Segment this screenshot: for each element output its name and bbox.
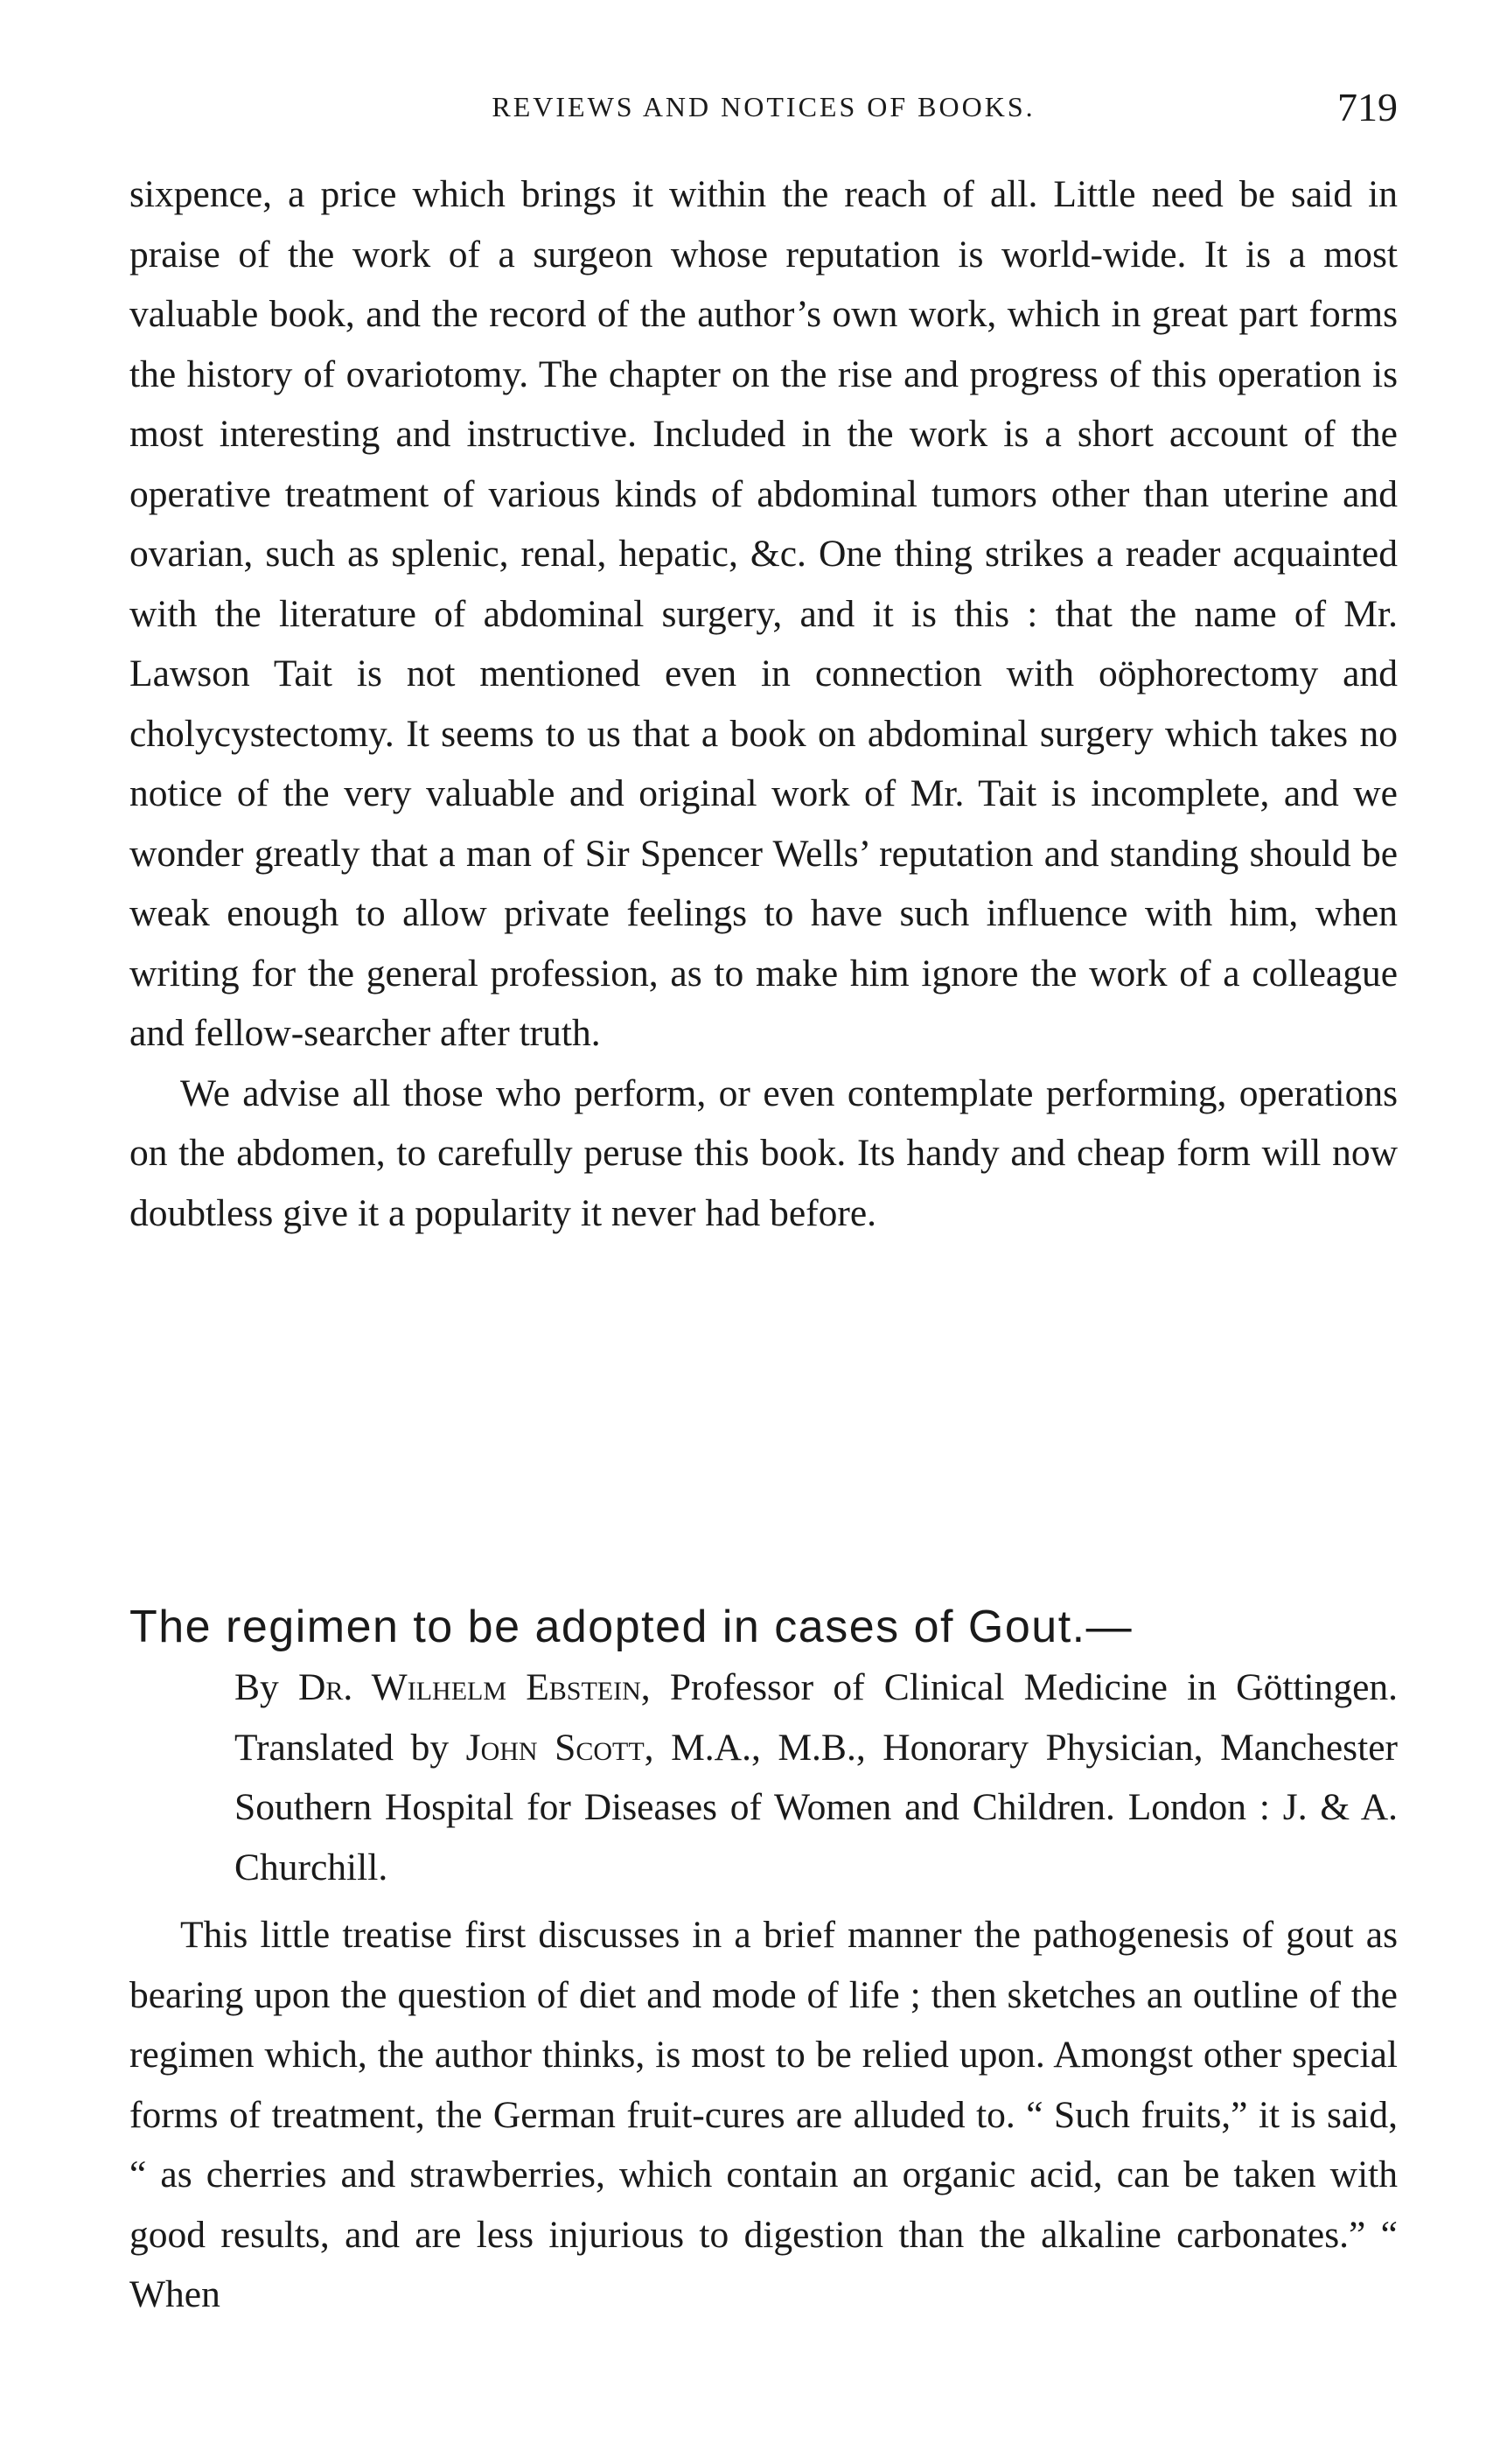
book-citation xyxy=(129,1658,1398,1897)
running-head xyxy=(129,84,1398,136)
book-title: The regimen to be adopted in cases of Gout.— xyxy=(129,1602,1134,1652)
translator-name: John Scott xyxy=(465,1726,645,1769)
author-role: , Professor of Clinical Medicine in Göttingen. Translated by xyxy=(234,1666,1399,1769)
review-heading xyxy=(129,1596,1398,1897)
page-number: 719 xyxy=(1337,85,1398,129)
paragraph: sixpence, a price which brings it within the reach of all. Little need be said in praise of the work of a surgeon whose reputation is world-wide. It is a most valuable book, and the record of the author’s own work, which in great part forms the history of ovariotomy. The chapter on the rise and progress of this operation is most interesting and instructive. Included in the work is a short account of the operative treatment of various kinds of abdominal tumors other than uterine and ovarian, such as splenic, renal, hepatic, &c. One thing strikes a reader acquainted with the literature of abdominal surgery, and it is this : that the name of Mr. Lawson Tait is not mentioned even in connection with oöphorectomy and cholycystectomy. It seems to us that a book on abdominal surgery which takes no notice of the very valuable and original work of Mr. Tait is incomplete, and we wonder greatly that a man of Sir Spencer Wells’ reputation and standing should be weak enough to allow private feelings to have such influence with him, when writing for the general profession, as to make him ignore the work of a colleague and fellow-searcher after truth. xyxy=(129,173,1398,1054)
by-prefix: By xyxy=(234,1666,298,1708)
running-title: REVIEWS AND NOTICES OF BOOKS. xyxy=(492,91,1036,122)
paragraph: We advise all those who perform, or even contemplate performing, operations on the abdomen, to carefully peruse this book. Its handy and cheap form will now doubtless give it a popularity it never had before. xyxy=(129,1071,1398,1234)
review-body xyxy=(129,1905,1398,2325)
continued-review xyxy=(129,164,1398,1243)
author-name: Dr. Wilhelm Ebstein xyxy=(297,1666,641,1708)
paragraph: This little treatise first discusses in a brief manner the pathogenesis of gout as bearing upon the question of diet and mode of life ; then sketches an outline of the regimen which, the author thinks, is most to be relied upon. Amongst other special forms of treatment, the German fruit-cures are alluded to. “ Such fruits,” it is said, “ as cherries and strawberries, which contain an organic acid, can be taken with good results, and are less injurious to digestion than the alkaline carbonates.” “ When xyxy=(129,1914,1398,2315)
translator-details: , M.A., M.B., Honorary Physician, Manchester Southern Hospital for Diseases of Women and Children. London : J. & A. Churchill. xyxy=(234,1726,1398,1888)
